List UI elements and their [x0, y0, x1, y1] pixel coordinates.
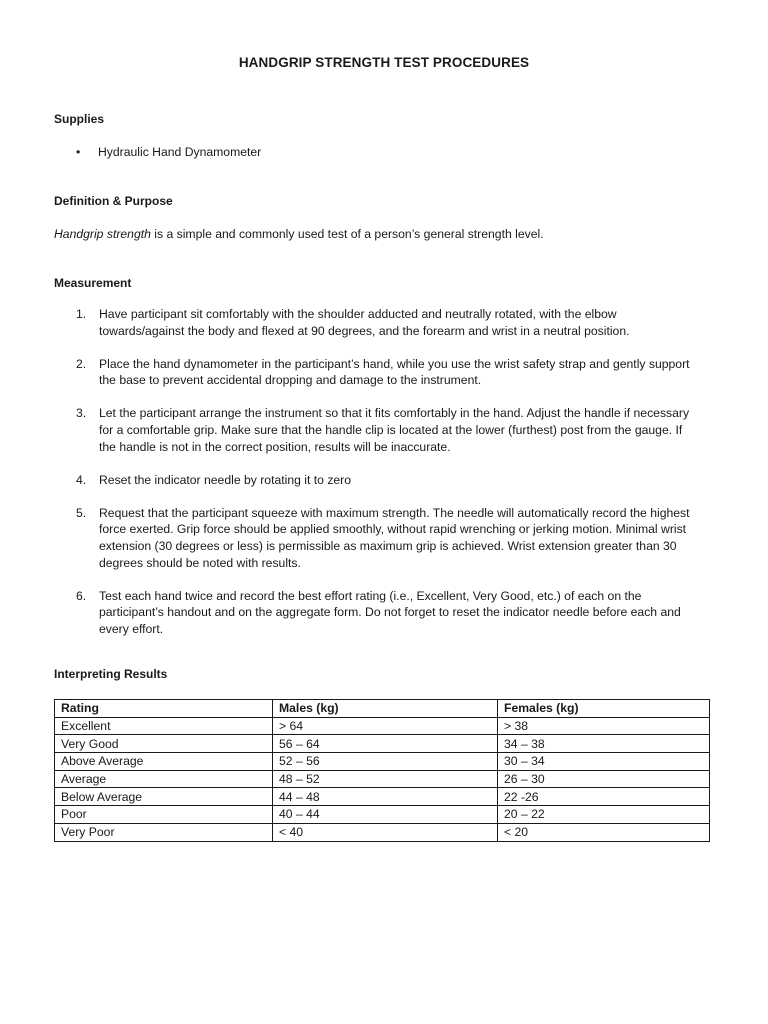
results-table [54, 699, 710, 842]
column-header-rating: Rating [55, 700, 273, 718]
rating-cell: Very Poor [55, 823, 273, 841]
males-cell: 52 – 56 [273, 753, 498, 771]
males-cell: 48 – 52 [273, 770, 498, 788]
measurement-step [54, 505, 714, 571]
results-heading: Interpreting Results [54, 667, 168, 681]
page-title: HANDGRIP STRENGTH TEST PROCEDURES [238, 55, 530, 70]
rating-cell: Below Average [55, 788, 273, 806]
step-number: 6. [76, 588, 87, 603]
step-text-line: Request that the participant squeeze with maximum strength. The needle will automatically record the highest [99, 505, 690, 520]
step-text-line: Place the hand dynamometer in the participant’s hand, while you use the wrist safety strap and gently support [99, 356, 690, 371]
males-cell: 44 – 48 [273, 788, 498, 806]
females-cell: 30 – 34 [498, 753, 710, 771]
step-text-line: force exerted. Grip force should be applied smoothly, without rapid wrenching or jerking motion. Minimal wrist [99, 522, 687, 537]
males-cell: > 64 [273, 717, 498, 735]
step-text-line: Test each hand twice and record the best effort rating (i.e., Excellent, Very Good, etc.) of each on the [99, 588, 642, 603]
measurement-step [54, 356, 714, 389]
bullet-icon: • [76, 145, 81, 159]
rating-cell: Poor [55, 806, 273, 824]
supply-item-label: Hydraulic Hand Dynamometer [98, 145, 262, 159]
table-body [55, 717, 710, 841]
step-text-line: the base to prevent accidental dropping and damage to the instrument. [99, 373, 482, 388]
supplies-list-item [76, 145, 261, 159]
females-cell: 22 -26 [498, 788, 710, 806]
step-text-line: Reset the indicator needle by rotating it to zero [99, 472, 352, 487]
measurement-step [54, 306, 714, 339]
definition-term: Handgrip strength [54, 227, 151, 241]
measurement-step [54, 472, 714, 489]
rating-cell: Above Average [55, 753, 273, 771]
females-cell: < 20 [498, 823, 710, 841]
definition-text [54, 227, 544, 241]
step-text-line: towards/against the body and flexed at 90 degrees, and the forearm and wrist in a neutral position. [99, 323, 630, 338]
step-text-line: for a comfortable grip. Make sure that the handle clip is located at the lower (furthest) post from the gauge. If [99, 422, 683, 437]
measurement-heading: Measurement [54, 276, 132, 290]
definition-body: is a simple and commonly used test of a person’s general strength level. [150, 227, 544, 241]
table-row [55, 717, 710, 735]
column-header-females: Females (kg) [498, 700, 710, 718]
table-row [55, 788, 710, 806]
supplies-heading: Supplies [54, 112, 105, 126]
step-number: 2. [76, 356, 87, 371]
males-cell: < 40 [273, 823, 498, 841]
step-text-line: extension (30 degrees or less) is permissible as maximum grip is achieved. Wrist extension greater than 30 [99, 538, 677, 553]
table-row [55, 770, 710, 788]
males-cell: 40 – 44 [273, 806, 498, 824]
measurement-step [54, 588, 714, 638]
table-row [55, 753, 710, 771]
rating-cell: Very Good [55, 735, 273, 753]
definition-heading: Definition & Purpose [54, 194, 173, 208]
males-cell: 56 – 64 [273, 735, 498, 753]
females-cell: 34 – 38 [498, 735, 710, 753]
table-row [55, 806, 710, 824]
rating-cell: Average [55, 770, 273, 788]
table-row [55, 735, 710, 753]
step-number: 5. [76, 505, 87, 520]
step-text-line: every effort. [99, 621, 164, 636]
step-text-line: Have participant sit comfortably with the shoulder adducted and neutrally rotated, with the elbow [99, 307, 617, 321]
step-text-line: the handle is not in the correct position, results will be inaccurate. [99, 439, 451, 454]
females-cell: 26 – 30 [498, 770, 710, 788]
females-cell: > 38 [498, 717, 710, 735]
column-header-males: Males (kg) [273, 700, 498, 718]
table-row [55, 823, 710, 841]
step-text-line: degrees should be noted with results. [99, 555, 301, 570]
females-cell: 20 – 22 [498, 806, 710, 824]
step-number: 1. [76, 307, 87, 321]
measurement-steps [54, 306, 714, 637]
step-text-line: Let the participant arrange the instrument so that it fits comfortably in the hand. Adjust the handle if necessary [99, 406, 690, 421]
step-number: 4. [76, 472, 87, 487]
table-header-row [55, 700, 710, 718]
step-text-line: participant’s handout and on the aggregate form. Do not forget to reset the indicator needle before each and [99, 605, 681, 620]
step-number: 3. [76, 406, 87, 421]
measurement-step [54, 405, 714, 455]
rating-cell: Excellent [55, 717, 273, 735]
